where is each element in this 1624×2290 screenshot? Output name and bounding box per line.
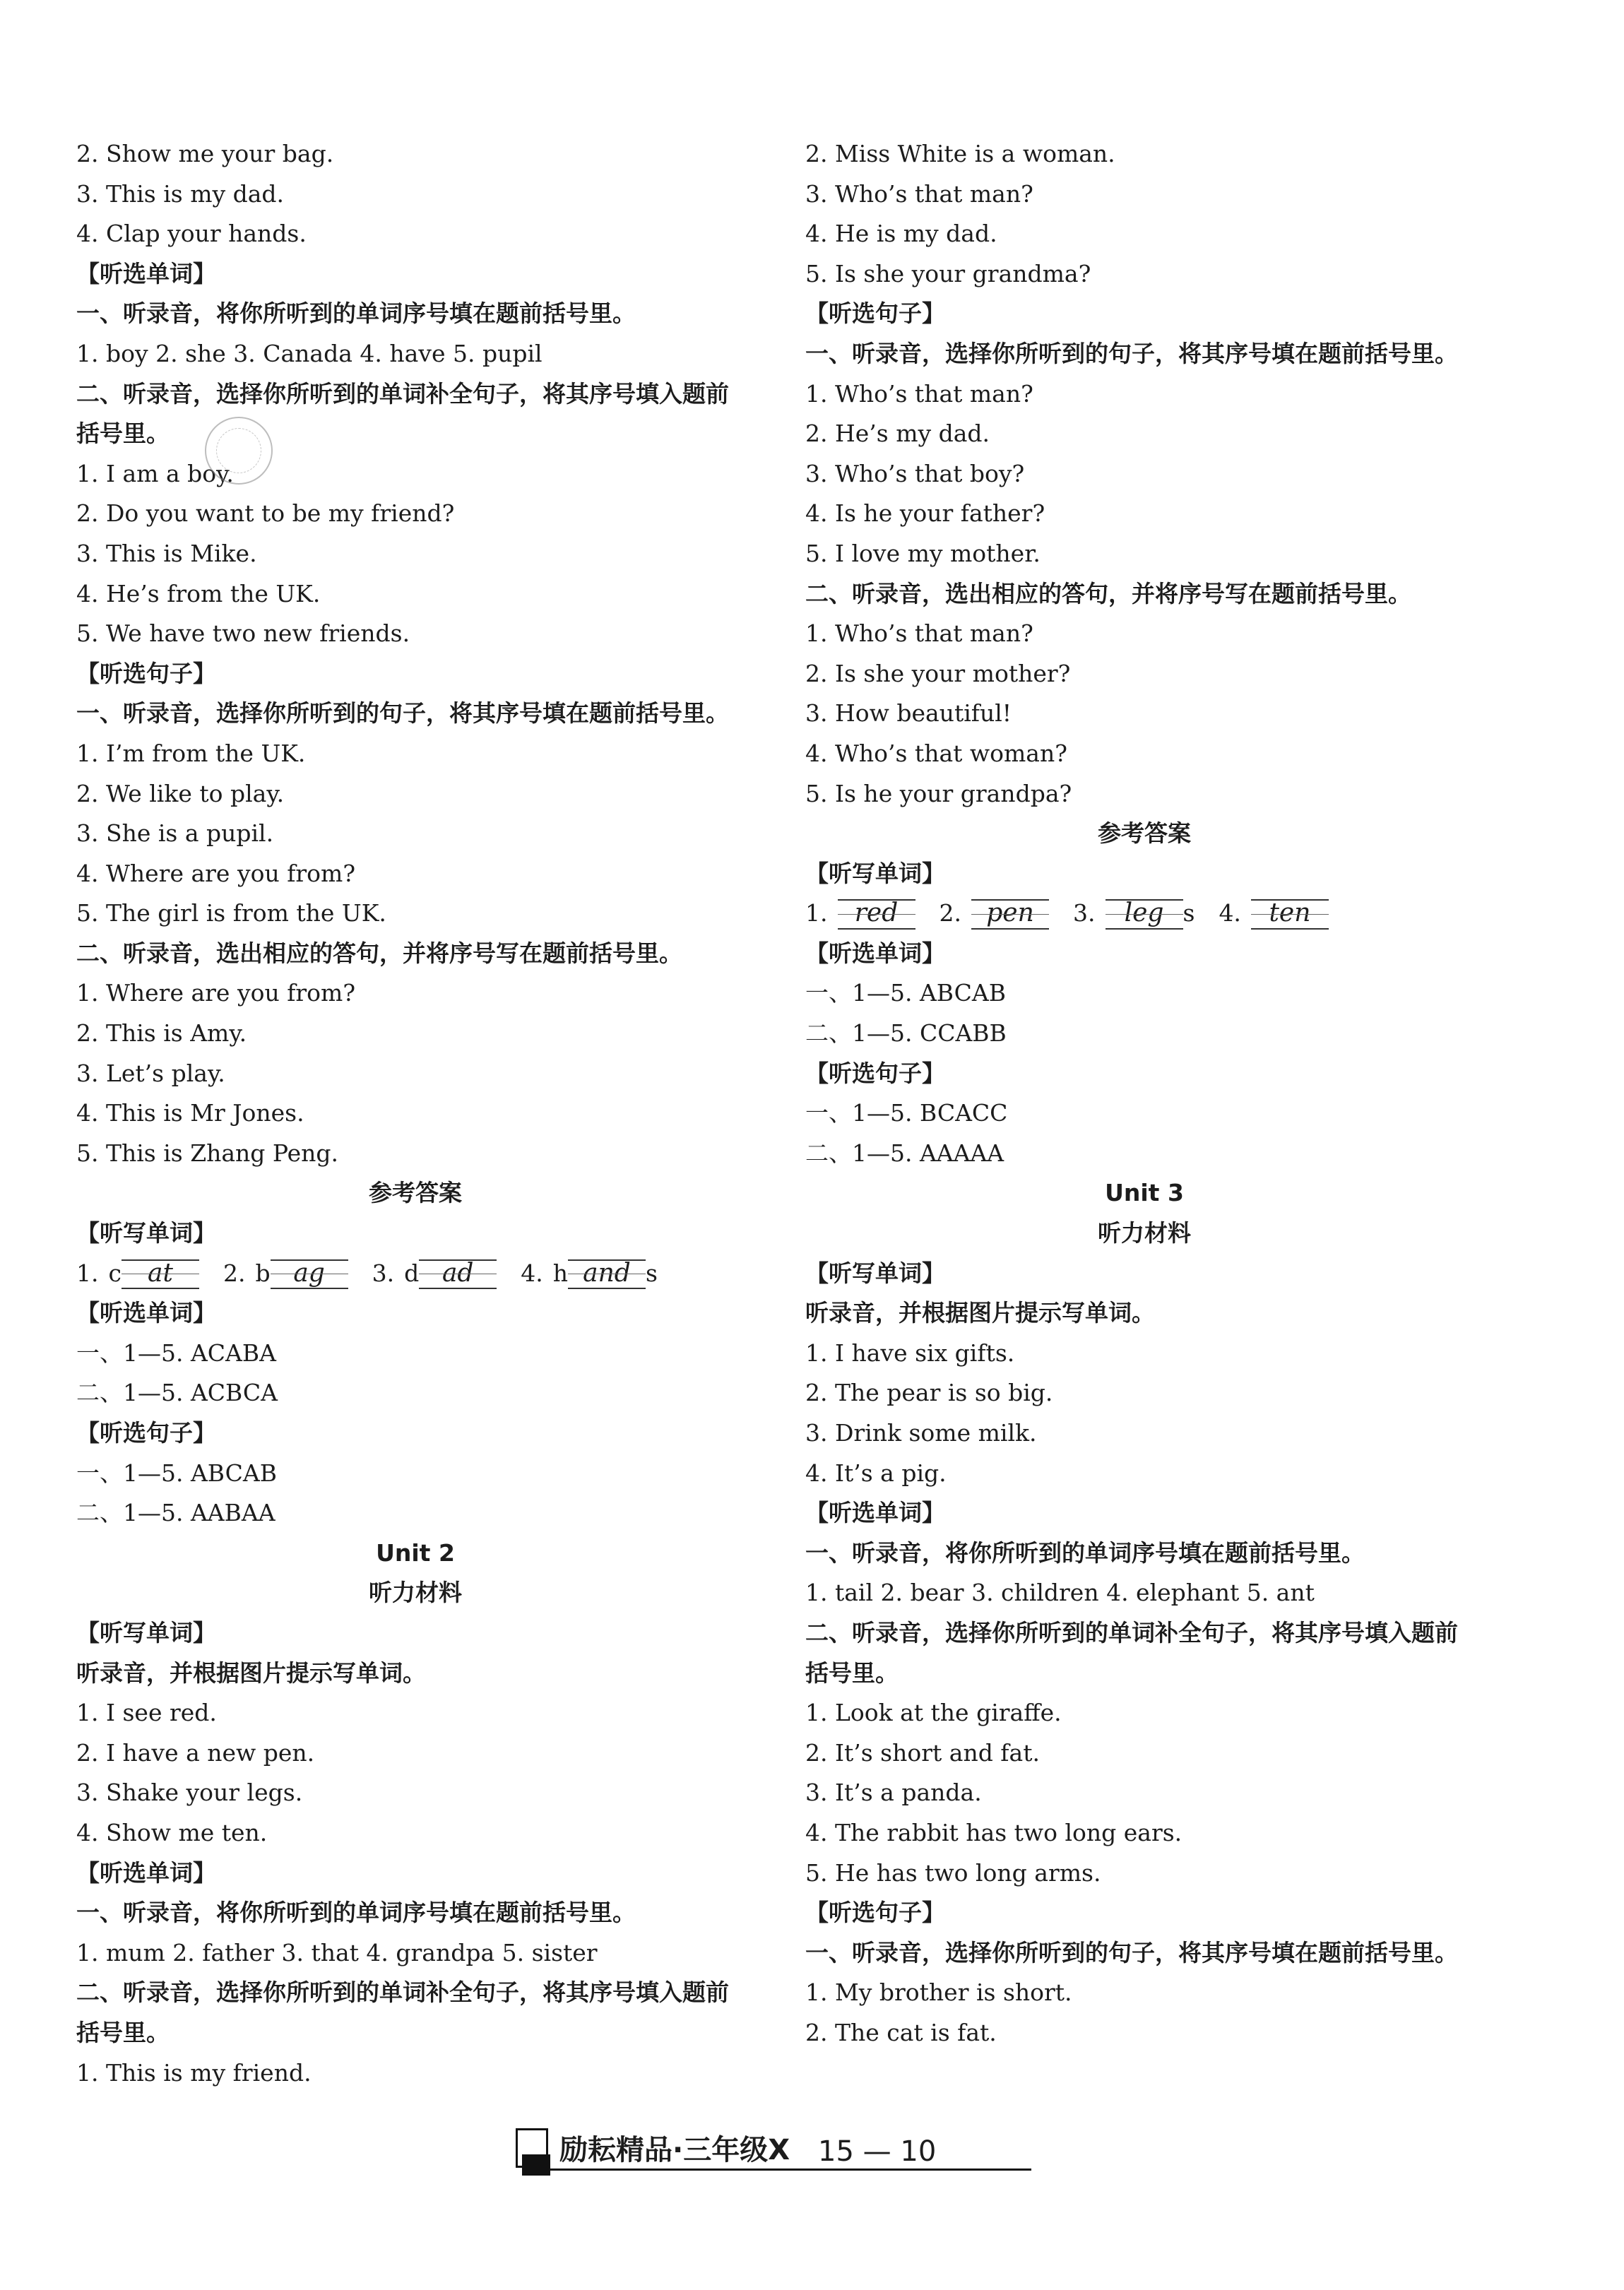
section-heading: 【听写单词】: [805, 1259, 945, 1287]
text-line: 4. He is my dad.: [805, 220, 997, 248]
section-heading: 二、听录音，选出相应的答句，并将序号写在题前括号里。: [76, 939, 682, 967]
text-line: 4. Show me ten.: [76, 1818, 268, 1846]
text-line: 1. I am a boy.: [76, 459, 234, 487]
right-column: [805, 134, 1483, 2053]
page-number: 15 — 10: [818, 2135, 937, 2168]
text-line: 2. I have a new pen.: [76, 1738, 315, 1767]
handwritten-answer: ad: [419, 1254, 497, 1294]
text-line: 5. I love my mother.: [805, 539, 1041, 567]
section-heading: 【听选句子】: [76, 1419, 216, 1447]
section-heading: Unit 3: [1105, 1179, 1184, 1207]
section-heading: 括号里。: [76, 2018, 170, 2046]
answer-number: 2.: [939, 899, 961, 927]
text-line: 2. Miss White is a woman.: [805, 140, 1115, 167]
text-line: 二、1—5. CCABB: [805, 1019, 1007, 1048]
page-footer: [516, 2128, 936, 2168]
text-line: 1. This is my friend.: [76, 2058, 312, 2087]
text-line: 1. I have six gifts.: [805, 1339, 1015, 1367]
section-heading: 一、听录音，选择你所听到的句子，将其序号填在题前括号里。: [76, 699, 729, 728]
section-heading: 参考答案: [1098, 819, 1191, 848]
section-heading: 【听选单词】: [805, 939, 945, 967]
section-heading: 【听写单词】: [76, 1219, 216, 1247]
section-heading: 二、听录音，选择你所听到的单词补全句子，将其序号填入题前: [805, 1618, 1458, 1647]
text-line: 1. Look at the giraffe.: [805, 1699, 1062, 1727]
text-line: 5. Is she your grandma?: [805, 259, 1091, 287]
text-line: 3. Who’s that man?: [805, 179, 1033, 208]
stamp-watermark: [205, 417, 273, 485]
handwritten-answer: at: [121, 1254, 199, 1294]
text-line: 4. It’s a pig.: [805, 1459, 947, 1487]
section-heading: 听力材料: [1098, 1219, 1191, 1247]
text-line: 二、1—5. AAAAA: [805, 1139, 1004, 1167]
section-heading: 【听选句子】: [805, 1899, 945, 1927]
text-line: 二、1—5. AABAA: [76, 1499, 275, 1527]
dictation-answer-row: [76, 1254, 754, 1294]
word-prefix: h: [552, 1259, 568, 1287]
text-line: 4. Is he your father?: [805, 499, 1045, 528]
section-heading: 二、听录音，选出相应的答句，并将序号写在题前括号里。: [805, 579, 1411, 607]
text-line: 5. We have two new friends.: [76, 619, 410, 648]
text-line: 1. tail 2. bear 3. children 4. elephant 5. ant: [805, 1579, 1315, 1607]
text-line: 4. Where are you from?: [76, 859, 356, 887]
handwritten-answer: pen: [971, 894, 1049, 934]
section-heading: 括号里。: [76, 420, 170, 448]
answer-number: 3.: [1073, 899, 1096, 927]
section-heading: Unit 2: [376, 1538, 455, 1567]
answer-number: 2.: [223, 1259, 246, 1287]
text-line: 3. Who’s that boy?: [805, 459, 1025, 487]
text-line: 4. Who’s that woman?: [805, 739, 1067, 767]
footer-brand: 励耘精品·三年级X: [559, 2134, 790, 2166]
section-heading: 一、听录音，将你所听到的单词序号填在题前括号里。: [805, 1538, 1365, 1567]
text-line: 3. Let’s play.: [76, 1059, 225, 1087]
dictation-answer: [76, 1254, 199, 1294]
handwritten-answer: ag: [271, 1254, 348, 1294]
text-line: 一、1—5. ABCAB: [76, 1459, 277, 1487]
text-line: 5. This is Zhang Peng.: [76, 1139, 339, 1167]
brand-logo-icon: [516, 2128, 548, 2168]
section-heading: 【听选句子】: [805, 1059, 945, 1087]
text-line: 3. Shake your legs.: [76, 1779, 303, 1807]
text-line: 2. The cat is fat.: [805, 2018, 997, 2046]
section-heading: 【听选单词】: [76, 259, 216, 287]
text-line: 4. He’s from the UK.: [76, 579, 321, 607]
section-heading: 听录音，并根据图片提示写单词。: [76, 1659, 426, 1687]
word-prefix: c: [108, 1259, 121, 1287]
text-line: 2. Show me your bag.: [76, 140, 334, 167]
text-line: 4. This is Mr Jones.: [76, 1099, 304, 1127]
text-line: 2. Do you want to be my friend?: [76, 499, 455, 528]
handwritten-answer: leg: [1106, 894, 1183, 934]
answer-number: 1.: [805, 899, 828, 927]
text-line: 4. The rabbit has two long ears.: [805, 1818, 1183, 1846]
text-line: 3. This is my dad.: [76, 179, 285, 208]
section-heading: 【听选单词】: [805, 1499, 945, 1527]
dictation-answer: [1073, 894, 1195, 934]
section-heading: 一、听录音，选择你所听到的句子，将其序号填在题前括号里。: [805, 1938, 1458, 1966]
section-heading: 参考答案: [369, 1179, 462, 1207]
text-line: 1. mum 2. father 3. that 4. grandpa 5. sister: [76, 1938, 598, 1966]
text-line: 3. She is a pupil.: [76, 819, 274, 848]
text-line: 二、1—5. ACBCA: [76, 1379, 278, 1407]
handwritten-answer: and: [568, 1254, 646, 1294]
text-line: 1. Who’s that man?: [805, 619, 1033, 648]
section-heading: 二、听录音，选择你所听到的单词补全句子，将其序号填入题前: [76, 379, 729, 408]
dictation-answer-row: [805, 894, 1483, 934]
dictation-answer: [940, 894, 1050, 934]
text-line: 2. It’s short and fat.: [805, 1738, 1040, 1767]
text-line: 2. This is Amy.: [76, 1019, 247, 1048]
answer-number: 3.: [372, 1259, 395, 1287]
answer-number: 4.: [521, 1259, 543, 1287]
section-heading: 听录音，并根据图片提示写单词。: [805, 1299, 1155, 1327]
text-line: 4. Clap your hands.: [76, 220, 307, 248]
section-heading: 【听写单词】: [76, 1618, 216, 1647]
text-line: 3. It’s a panda.: [805, 1779, 982, 1807]
text-line: 2. The pear is so big.: [805, 1379, 1053, 1407]
text-line: 一、1—5. ABCAB: [805, 979, 1006, 1007]
text-line: 3. This is Mike.: [76, 539, 257, 567]
text-line: 1. My brother is short.: [805, 1978, 1072, 2007]
text-line: 2. Is she your mother?: [805, 659, 1071, 687]
word-suffix: s: [1183, 899, 1195, 927]
section-heading: 【听选句子】: [805, 299, 945, 328]
dictation-answer: [372, 1254, 497, 1294]
text-line: 3. How beautiful!: [805, 699, 1012, 728]
handwritten-answer: red: [838, 894, 915, 934]
dictation-answer: [1219, 894, 1329, 934]
text-line: 1. I see red.: [76, 1699, 217, 1727]
section-heading: 括号里。: [805, 1659, 899, 1687]
footer-rule: [523, 2169, 1031, 2171]
text-line: 2. We like to play.: [76, 779, 285, 807]
text-line: 一、1—5. BCACC: [805, 1099, 1008, 1127]
section-heading: 二、听录音，选择你所听到的单词补全句子，将其序号填入题前: [76, 1978, 729, 2007]
text-line: 1. Where are you from?: [76, 979, 356, 1007]
dictation-answer: [805, 894, 915, 934]
word-prefix: d: [404, 1259, 420, 1287]
handwritten-answer: ten: [1251, 894, 1329, 934]
answer-number: 1.: [76, 1259, 99, 1287]
text-line: 1. I’m from the UK.: [76, 739, 306, 767]
text-line: 5. Is he your grandpa?: [805, 779, 1072, 807]
answer-number: 4.: [1219, 899, 1241, 927]
section-heading: 【听选单词】: [76, 1299, 216, 1327]
section-heading: 【听写单词】: [805, 859, 945, 887]
text-line: 5. He has two long arms.: [805, 1858, 1101, 1887]
section-heading: 一、听录音，将你所听到的单词序号填在题前括号里。: [76, 299, 636, 328]
text-line: 1. boy 2. she 3. Canada 4. have 5. pupil: [76, 339, 543, 367]
text-line: 3. Drink some milk.: [805, 1419, 1037, 1447]
text-line: 5. The girl is from the UK.: [76, 899, 386, 927]
dictation-answer: [521, 1254, 658, 1294]
text-line: 2. He’s my dad.: [805, 420, 990, 448]
text-line: 1. Who’s that man?: [805, 379, 1033, 408]
section-heading: 一、听录音，选择你所听到的句子，将其序号填在题前括号里。: [805, 339, 1458, 367]
dictation-answer: [223, 1254, 348, 1294]
section-heading: 【听选单词】: [76, 1858, 216, 1887]
word-prefix: b: [255, 1259, 271, 1287]
word-suffix: s: [646, 1259, 658, 1287]
text-line: 一、1—5. ACABA: [76, 1339, 276, 1367]
left-column: [76, 134, 754, 2093]
section-heading: 一、听录音，将你所听到的单词序号填在题前括号里。: [76, 1899, 636, 1927]
section-heading: 听力材料: [369, 1579, 462, 1607]
section-heading: 【听选句子】: [76, 659, 216, 687]
